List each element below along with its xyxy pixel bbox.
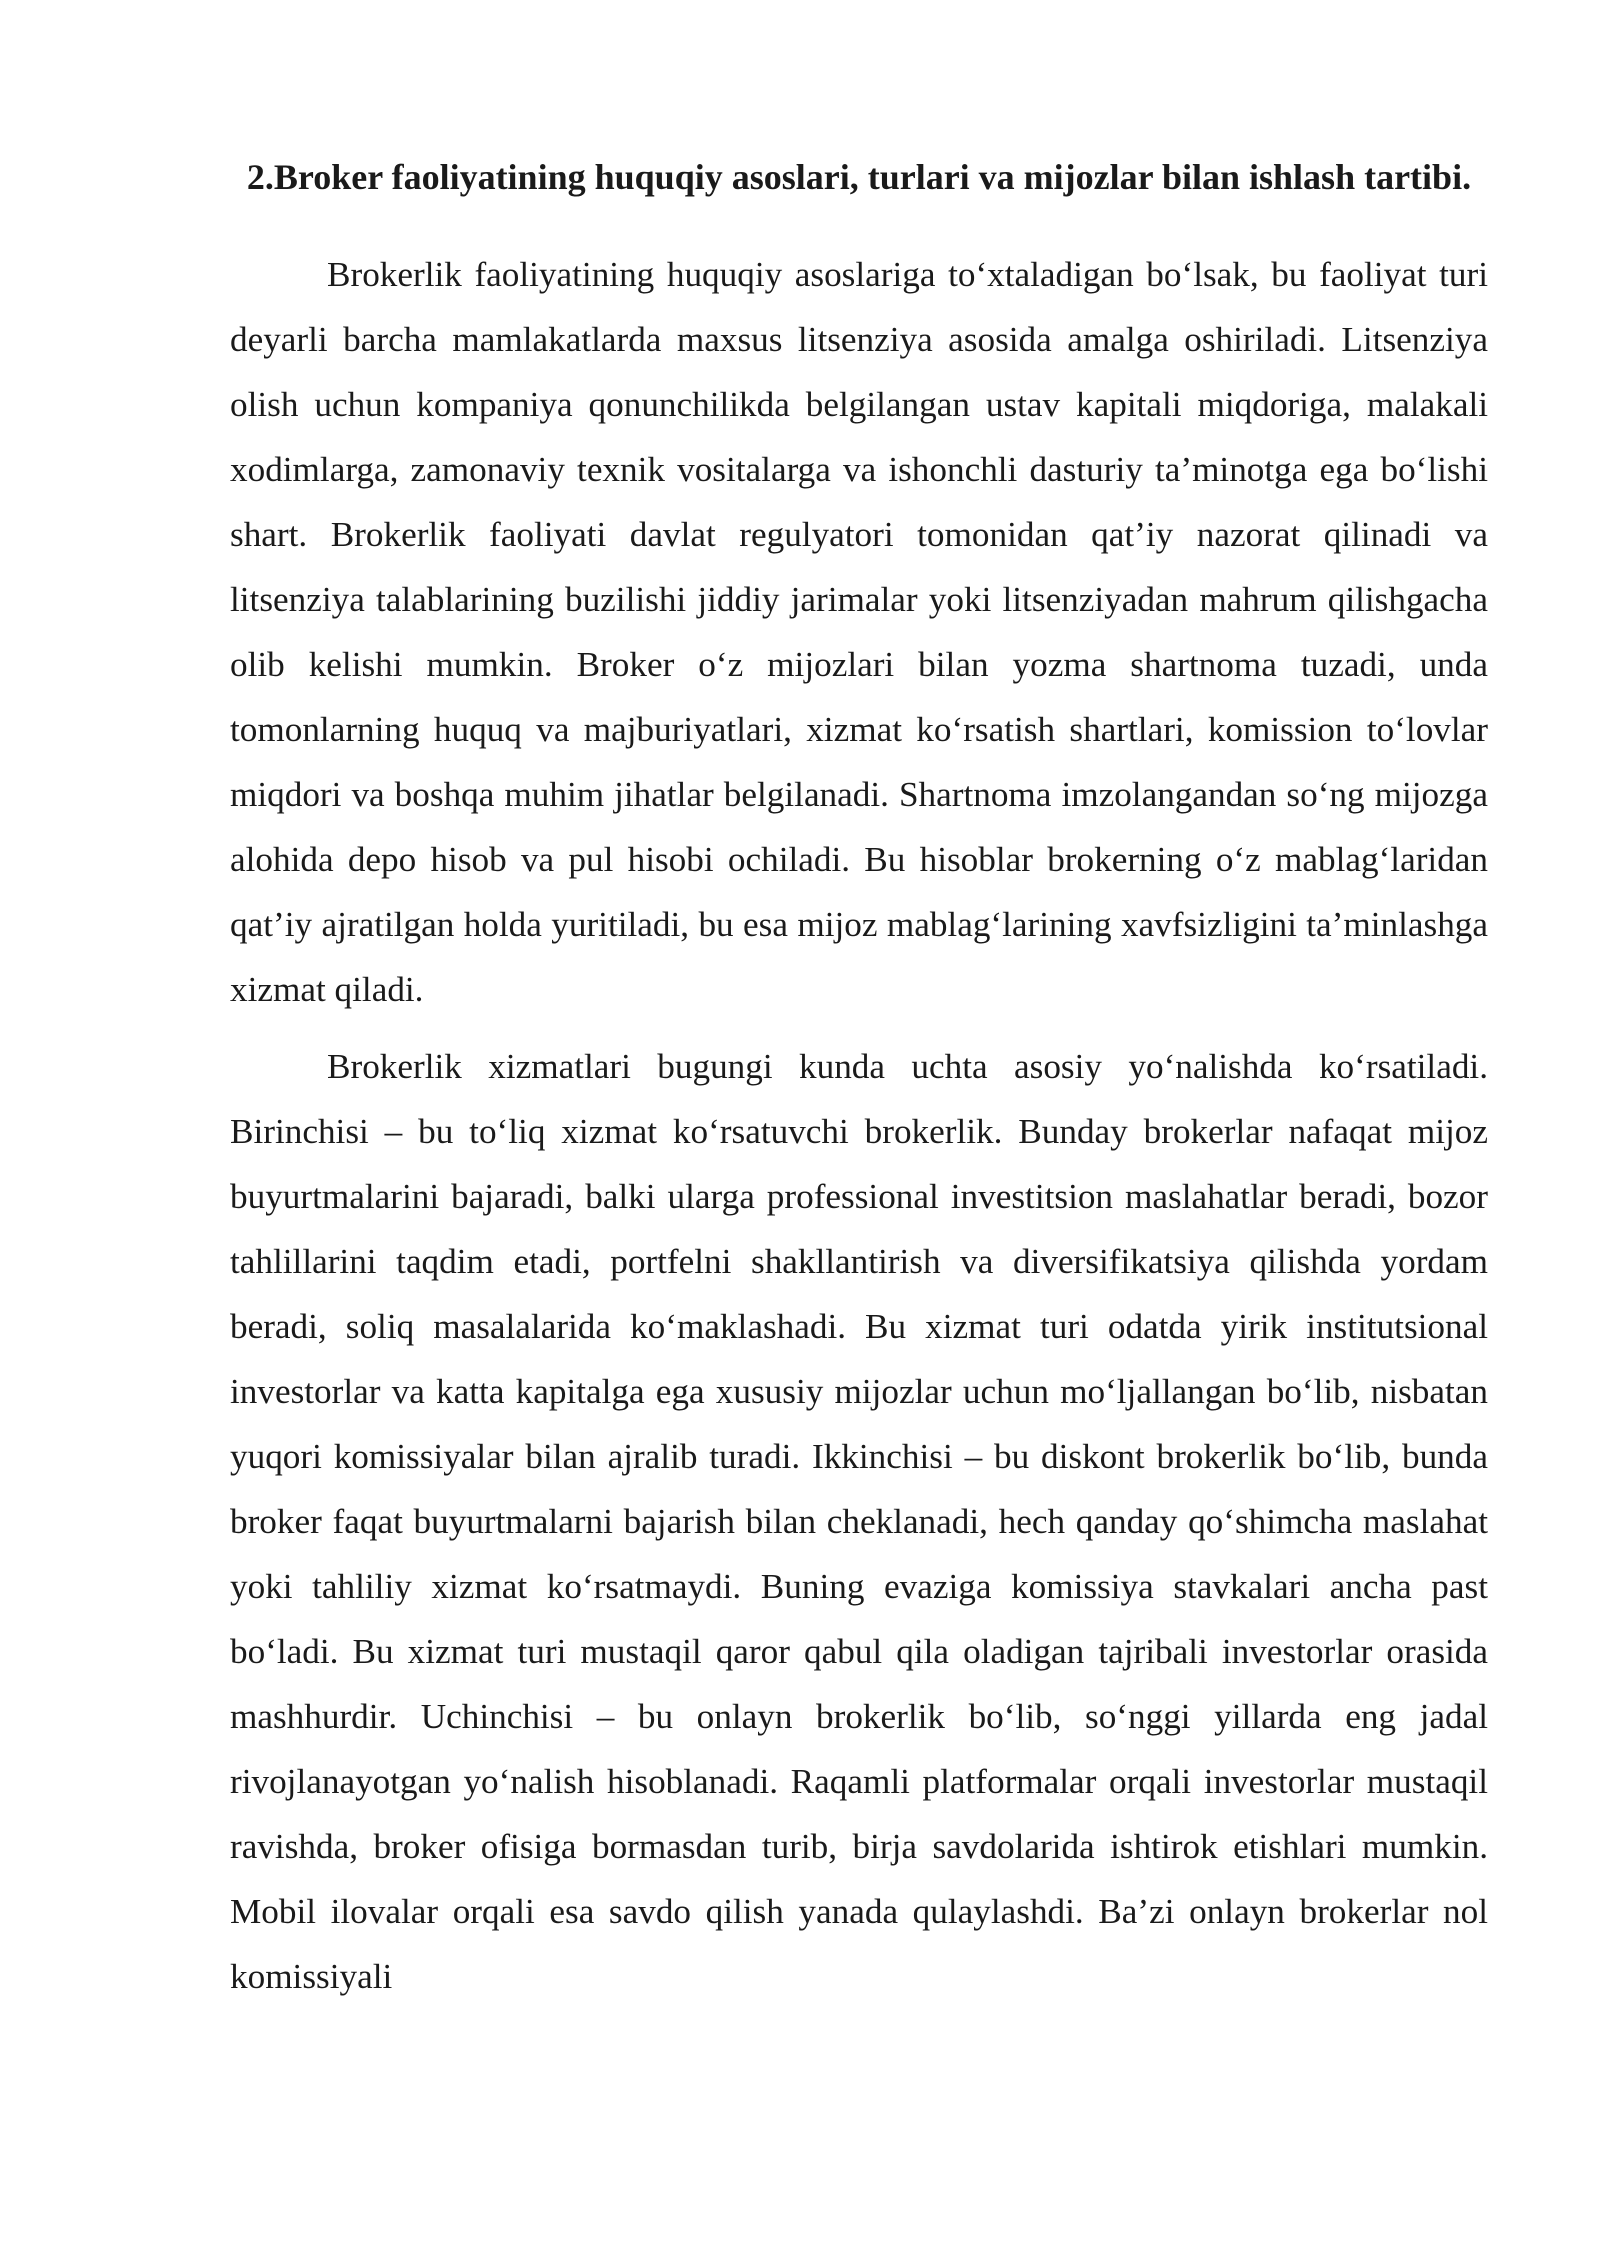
section-title: 2.Broker faoliyatining huquqiy asoslari, turlari va mijozlar bilan ishlash tartibi.	[246, 157, 1472, 197]
paragraph-service-types: Brokerlik xizmatlari bugungi kunda uchta asosiy yo‘nalishda ko‘rsatiladi. Birinchisi – bu to‘liq xizmat ko‘rsatuvchi brokerlik. Bunday brokerlar nafaqat mijoz buyurtmalarini bajaradi, balki ularga professional investitsion maslahatlar beradi, bozor tahlillarini taqdim etadi, portfelni shakllantirish va diversifikatsiya qilishda yordam beradi, soliq masalalarida ko‘maklashadi. Bu xizmat turi odatda yirik institutsional investorlar va katta kapitalga ega xususiy mijozlar uchun mo‘ljallangan bo‘lib, nisbatan yuqori komissiyalar bilan ajralib turadi. Ikkinchisi – bu diskont brokerlik bo‘lib, bunda broker faqat buyurtmalarni bajarish bilan cheklanadi, hech qanday qo‘shimcha maslahat yoki tahliliy xizmat ko‘rsatmaydi. Buning evaziga komissiya stavkalari ancha past bo‘ladi. Bu xizmat turi mustaqil qaror qabul qila oladigan tajribali investorlar orasida mashhurdir. Uchinchisi – bu onlayn brokerlik bo‘lib, so‘nggi yillarda eng jadal rivojlanayotgan yo‘nalish hisoblanadi. Raqamli platformalar orqali investorlar mustaqil ravishda, broker ofisiga bormasdan turib, birja savdolarida ishtirok etishlari mumkin. Mobil ilovalar orqali esa savdo qilish yanada qulaylashdi. Ba’zi onlayn brokerlar nol komissiyali	[230, 1047, 1488, 1996]
paragraph-legal-basis: Brokerlik faoliyatining huquqiy asoslariga to‘xtaladigan bo‘lsak, bu faoliyat turi deyarli barcha mamlakatlarda maxsus litsenziya asosida amalga oshiriladi. Litsenziya olish uchun kompaniya qonunchilikda belgilangan ustav kapitali miqdoriga, malakali xodimlarga, zamonaviy texnik vositalarga va ishonchli dasturiy ta’minotga ega bo‘lishi shart. Brokerlik faoliyati davlat regulyatori tomonidan qat’iy nazorat qilinadi va litsenziya talablarining buzilishi jiddiy jarimalar yoki litsenziyadan mahrum qilishgacha olib kelishi mumkin. Broker o‘z mijozlari bilan yozma shartnoma tuzadi, unda tomonlarning huquq va majburiyatlari, xizmat ko‘rsatish shartlari, komission to‘lovlar miqdori va boshqa muhim jihatlar belgilanadi. Shartnoma imzolangandan so‘ng mijozga alohida depo hisob va pul hisobi ochiladi. Bu hisoblar brokerning o‘z mablag‘laridan qat’iy ajratilgan holda yuritiladi, bu esa mijoz mablag‘larining xavfsizligini ta’minlashga xizmat qiladi.	[230, 255, 1488, 1009]
document-body	[230, 145, 1488, 2009]
